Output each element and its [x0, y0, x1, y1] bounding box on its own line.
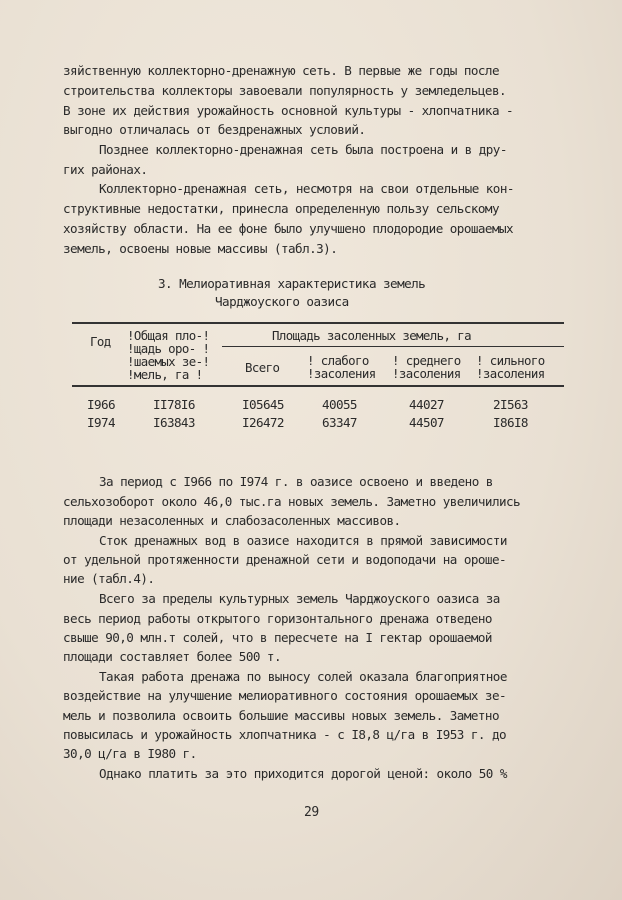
text-line: площади незасоленных и слабозасоленных массивов.: [63, 513, 401, 528]
table-cell: 40055: [322, 397, 357, 412]
text-line: Позднее коллекторно-дренажная сеть была построена и в дру-: [99, 142, 507, 157]
table-header-rule: [72, 385, 564, 387]
text-line: свыше 90,0 млн.т солей, что в пересчете на I гектар орошаемой: [63, 630, 492, 645]
header-medium: !засоления: [392, 366, 461, 381]
header-total-area: !мель, га !: [127, 367, 203, 382]
page-number: 29: [304, 805, 319, 820]
text-line: структивные недостатки, принесла определенную пользу сельскому: [63, 201, 499, 216]
table-cell: I63843: [153, 415, 195, 430]
table-cell: I26472: [242, 415, 284, 430]
text-line: строительства коллекторы завоевали популярность у земледельцев.: [63, 83, 507, 98]
text-line: от удельной протяженности дренажной сети и водоподачи на ороше-: [63, 552, 507, 567]
table-cell: I05645: [242, 397, 284, 412]
table-cell: 44507: [409, 415, 444, 430]
text-line: весь период работы открытого горизонтального дренажа отведено: [63, 611, 492, 626]
text-line: Однако платить за это приходится дорогой ценой: около 50 %: [99, 766, 507, 781]
text-line: земель, освоены новые массивы (табл.3).: [63, 241, 338, 256]
table-cell: I974: [87, 415, 115, 430]
text-line: площади составляет более 500 т.: [63, 649, 281, 664]
table-caption: 3. Мелиоративная характеристика земель: [158, 276, 426, 291]
header-total-area: !Общая пло-!: [127, 328, 210, 343]
text-line: В зоне их действия урожайность основной культуры - хлопчатника -: [63, 103, 514, 118]
text-line: Такая работа дренажа по выносу солей оказала благоприятное: [99, 669, 507, 684]
table-top-rule: [72, 322, 564, 324]
table-caption: Чарджоуского оазиса: [215, 294, 349, 309]
text-line: Сток дренажных вод в оазисе находится в прямой зависимости: [99, 533, 507, 548]
table-cell: 44027: [409, 397, 444, 412]
header-all: Всего: [245, 360, 280, 375]
header-year: Год: [90, 334, 111, 349]
header-salinized: Площадь засоленных земель, га: [272, 328, 471, 343]
header-strong: !засоления: [476, 366, 545, 381]
header-total-area: !щадь оро- !: [127, 341, 210, 356]
table-mid-rule: [222, 346, 564, 347]
table-cell: 63347: [322, 415, 357, 430]
table-cell: I86I8: [493, 415, 528, 430]
text-line: мель и позволила освоить большие массивы новых земель. Заметно: [63, 708, 499, 723]
table-cell: I966: [87, 397, 115, 412]
text-line: 30,0 ц/га в I980 г.: [63, 746, 197, 761]
table-cell: 2I563: [493, 397, 528, 412]
header-weak: !засоления: [307, 366, 376, 381]
text-line: хозяйству области. На ее фоне было улучшено плодородие орошаемых: [63, 221, 514, 236]
text-line: ние (табл.4).: [63, 571, 155, 586]
text-line: гих районах.: [63, 162, 148, 177]
text-line: сельхозоборот около 46,0 тыс.га новых земель. Заметно увеличились: [63, 494, 521, 509]
text-line: повысилась и урожайность хлопчатника - с I8,8 ц/га в I953 г. до: [63, 727, 507, 742]
header-medium: ! среднего: [392, 353, 461, 368]
header-strong: ! сильного: [476, 353, 545, 368]
text-line: Всего за пределы культурных земель Чарджоуского оазиса за: [99, 591, 500, 606]
table-cell: II78I6: [153, 397, 195, 412]
header-total-area: !шаемых зе-!: [127, 354, 210, 369]
text-line: зяйственную коллекторно-дренажную сеть. В первые же годы после: [63, 63, 499, 78]
text-line: Коллекторно-дренажная сеть, несмотря на свои отдельные кон-: [99, 181, 514, 196]
text-line: выгодно отличалась от бездренажных условий.: [63, 122, 366, 137]
header-weak: ! слабого: [307, 353, 369, 368]
text-line: воздействие на улучшение мелиоративного состояния орошаемых зе-: [63, 688, 507, 703]
text-line: За период с I966 по I974 г. в оазисе освоено и введено в: [99, 474, 493, 489]
